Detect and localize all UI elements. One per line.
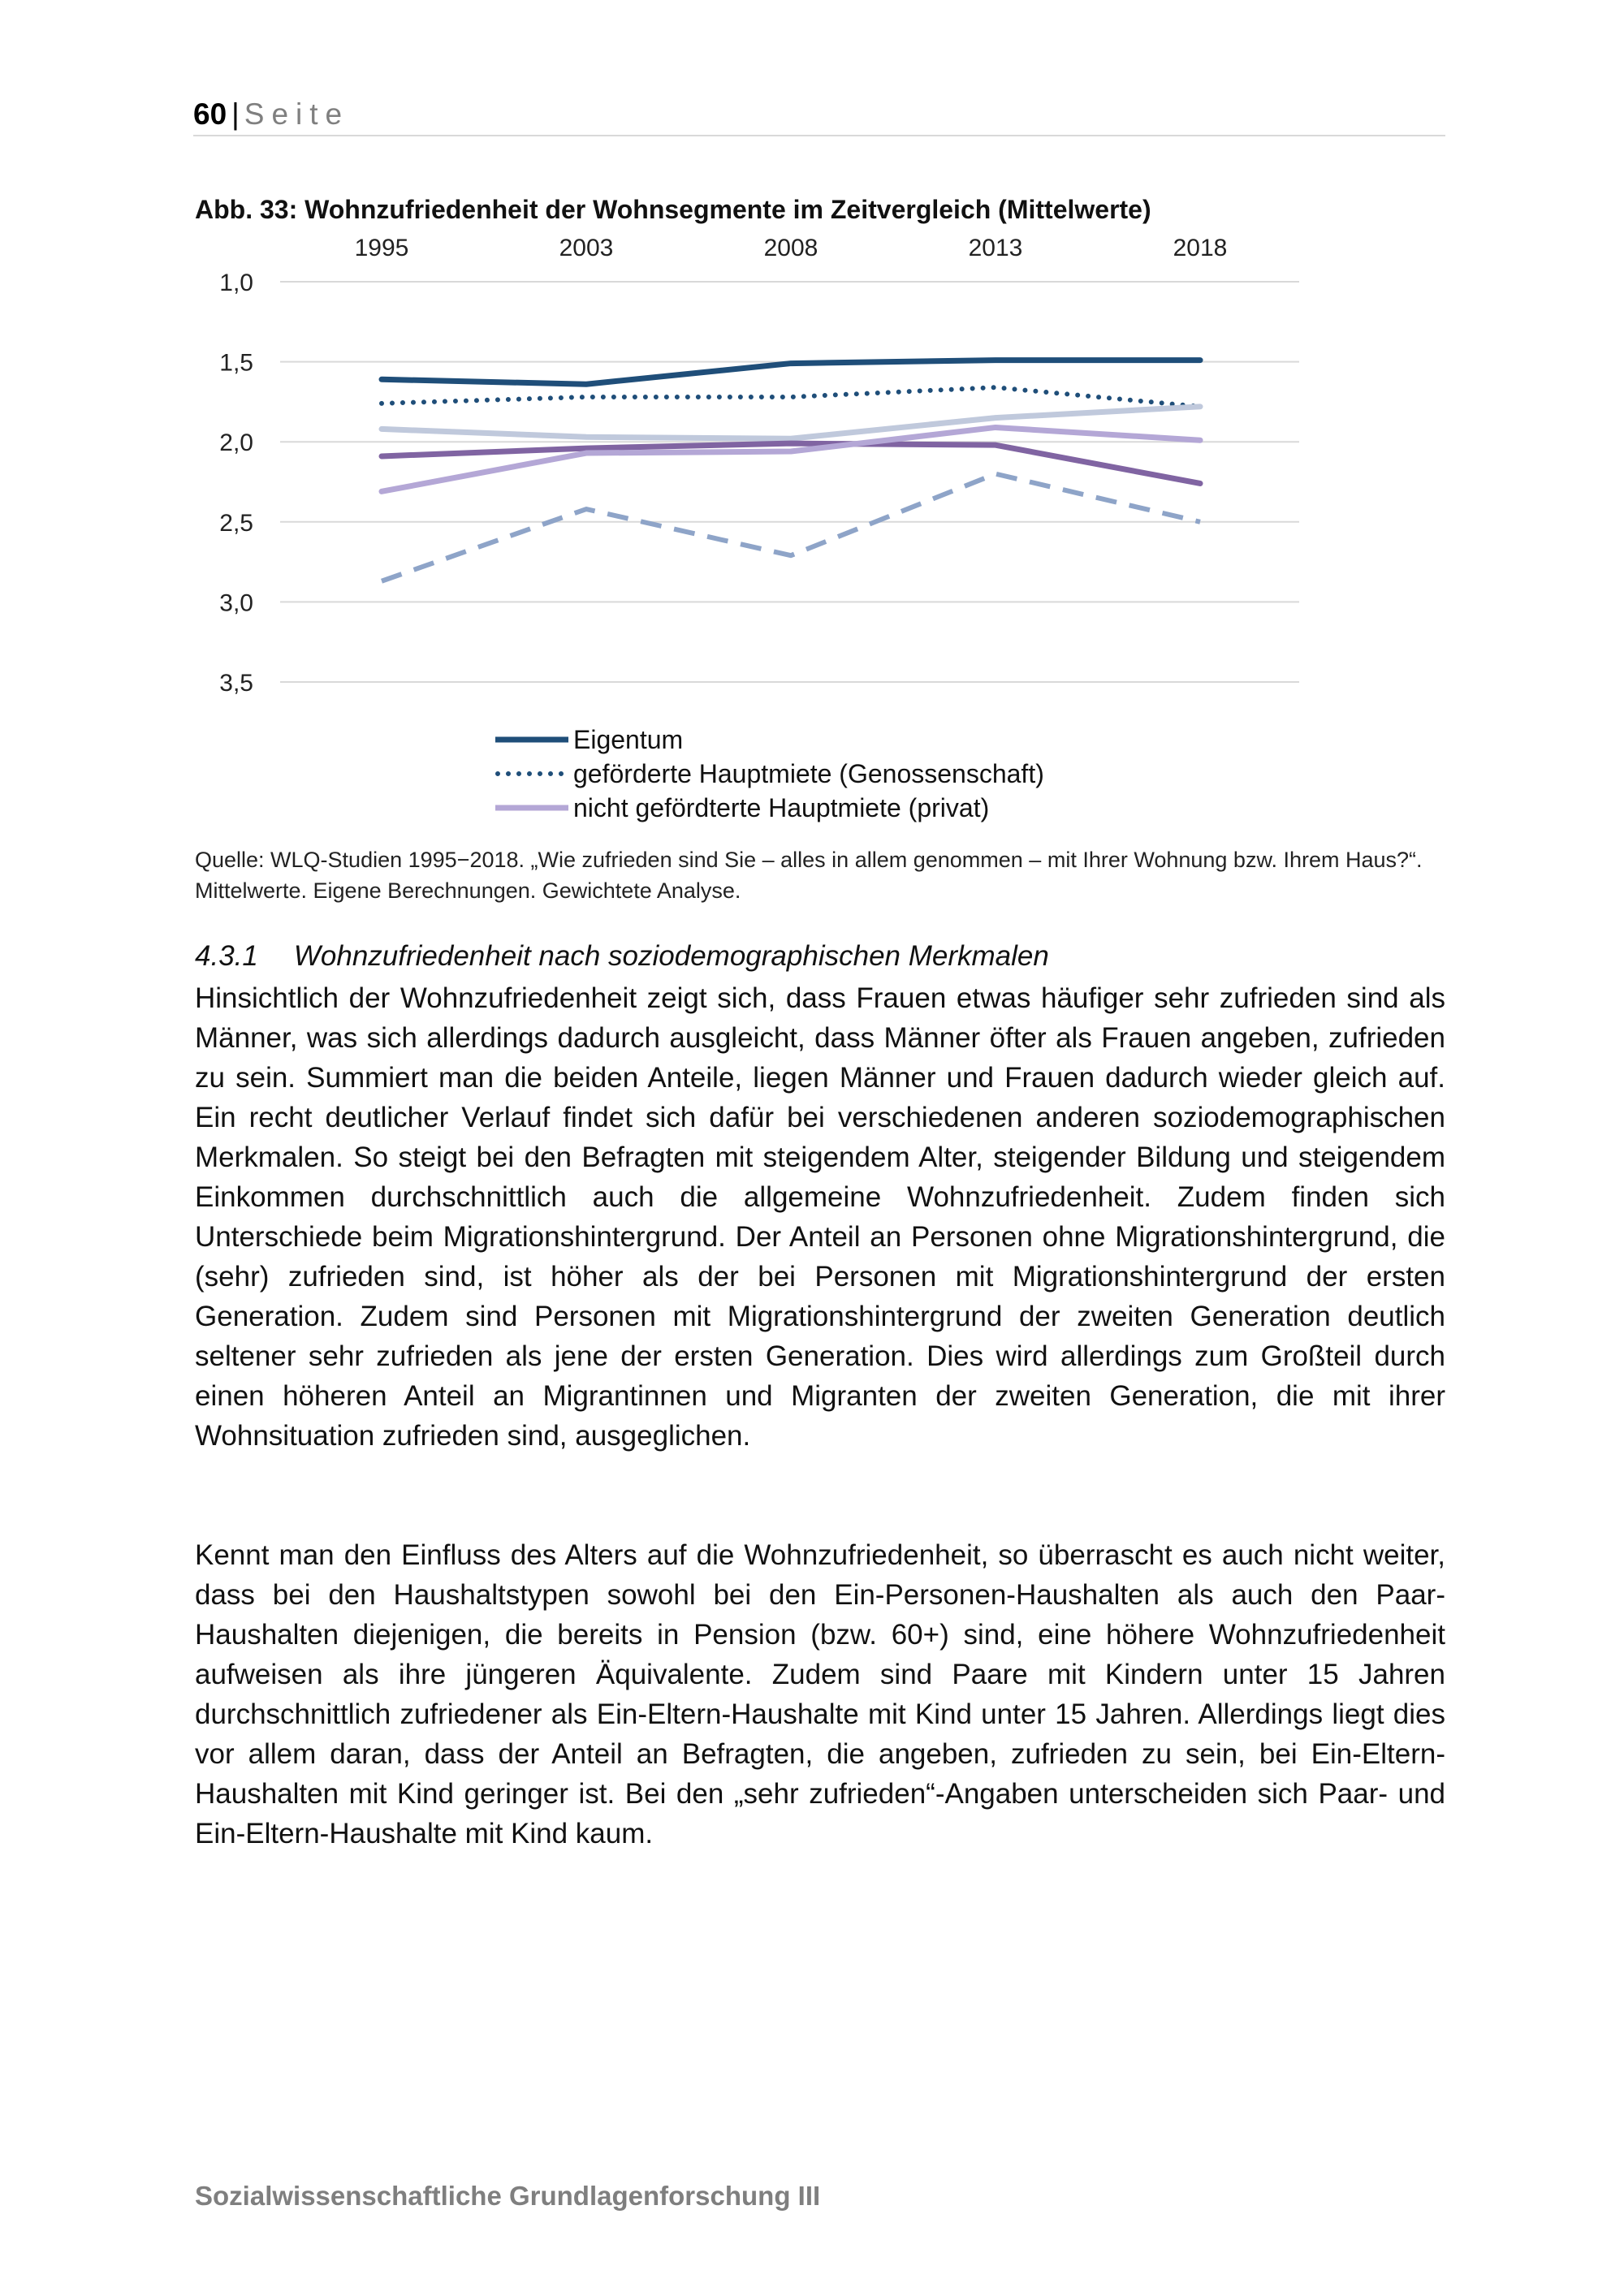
x-tick-label: 2003 [559,235,614,261]
series-line-1 [382,360,1200,385]
y-tick-label: 3,5 [219,670,253,697]
legend-swatch-dotted [495,770,568,778]
legend-label: Eigentum [573,724,684,754]
series-line-2 [382,387,1200,407]
line-chart [195,227,1332,698]
x-tick-label: 2008 [763,235,818,261]
chart-legend [495,723,1044,825]
page-word: Seite [244,97,350,131]
legend-item-genossenschaft [495,757,1044,791]
figure-title: Abb. 33: Wohnzufriedenheit der Wohnsegmente im Zeitvergleich (Mittelwerte) [195,195,1151,224]
x-tick-label: 2018 [1173,235,1228,261]
legend-swatch-solid-lavender [495,804,568,812]
page-header [193,94,1445,136]
section-heading [195,940,1049,973]
x-tick-label: 1995 [354,235,409,261]
series-line-6 [382,474,1200,581]
y-tick-label: 2,5 [219,509,253,537]
section-title: Wohnzufriedenheit nach soziodemographischen Merkmalen [293,940,1049,972]
page-footer: Sozialwissenschaftliche Grundlagenforschung III [195,2181,821,2211]
body-paragraph-1: Hinsichtlich der Wohnzufriedenheit zeigt sich, dass Frauen etwas häufiger sehr zufrieden sind als Männer, was sich allerdings dadurch ausgleicht, dass Männer öfter als Frauen angeben, zufrieden zu sein. Summiert man die beiden Anteile, liegen Männer und Frauen dadurch wieder gleich auf. Ein recht deutlicher Verlauf findet sich dafür bei verschiedenen anderen soziodemographischen Merkmalen. So steigt bei den Befragten mit steigendem Alter, steigender Bildung und steigendem Einkommen durchschnittlich auch die allgemeine Wohnzufriedenheit. Zudem finden sich Unterschiede beim Migrationshintergrund. Der Anteil an Personen ohne Migrationshintergrund, die (sehr) zufrieden sind, ist höher als der bei Personen mit Migrationshintergrund der ersten Generation. Zudem sind Personen mit Migrationshintergrund der zweiten Generation deutlich seltener sehr zufrieden als jene der ersten Generation. Dies wird allerdings zum Großteil durch einen höheren Anteil an Migrantinnen und Migranten der zweiten Generation, die mit ihrer Wohnsituation zufrieden sind, ausgeglichen. [195,982,1445,1452]
legend-label: nicht gefördterte Hauptmiete (privat) [573,792,990,822]
legend-swatch-solid-dark [495,736,568,744]
legend-item-privat [495,791,1044,825]
figure-source: Quelle: WLQ-Studien 1995−2018. „Wie zufrieden sind Sie – alles in allem genommen – mit Ihrer Wohnung bzw. Ihrem Haus?“. Mittelwerte. Eigene Berechnungen. Gewichtete Analyse. [195,848,1423,903]
y-tick-label: 1,0 [219,270,253,296]
legend-item-eigentum [495,723,1044,757]
header-separator: | [231,97,240,131]
y-tick-label: 1,5 [219,349,253,377]
x-tick-label: 2013 [968,235,1023,261]
y-tick-label: 2,0 [219,429,253,457]
y-tick-label: 3,0 [219,589,253,617]
legend-label: geförderte Hauptmiete (Genossenschaft) [573,758,1044,788]
section-number: 4.3.1 [195,940,258,972]
body-paragraph-2: Kennt man den Einfluss des Alters auf die Wohnzufriedenheit, so überrascht es auch nicht weiter, dass bei den Haushaltstypen sowohl bei den Ein-Personen-Haushalten als auch den Paar-Haushalten diejenigen, die bereits in Pension (bzw. 60+) sind, eine höhere Wohnzufriedenheit aufweisen als ihre jüngeren Äquivalente. Zudem sind Paare mit Kindern unter 15 Jahren durchschnittlich zufriedener als Ein-Eltern-Haushalte mit Kind unter 15 Jahren. Allerdings liegt dies vor allem daran, dass der Anteil an Befragten, die angeben, zufrieden zu sein, bei Ein-Eltern-Haushalten mit Kind geringer ist. Bei den „sehr zufrieden“-Angaben unterscheiden sich Paar- und Ein-Eltern-Haushalte mit Kind kaum. [195,1539,1445,1849]
page-number: 60 [193,97,227,131]
